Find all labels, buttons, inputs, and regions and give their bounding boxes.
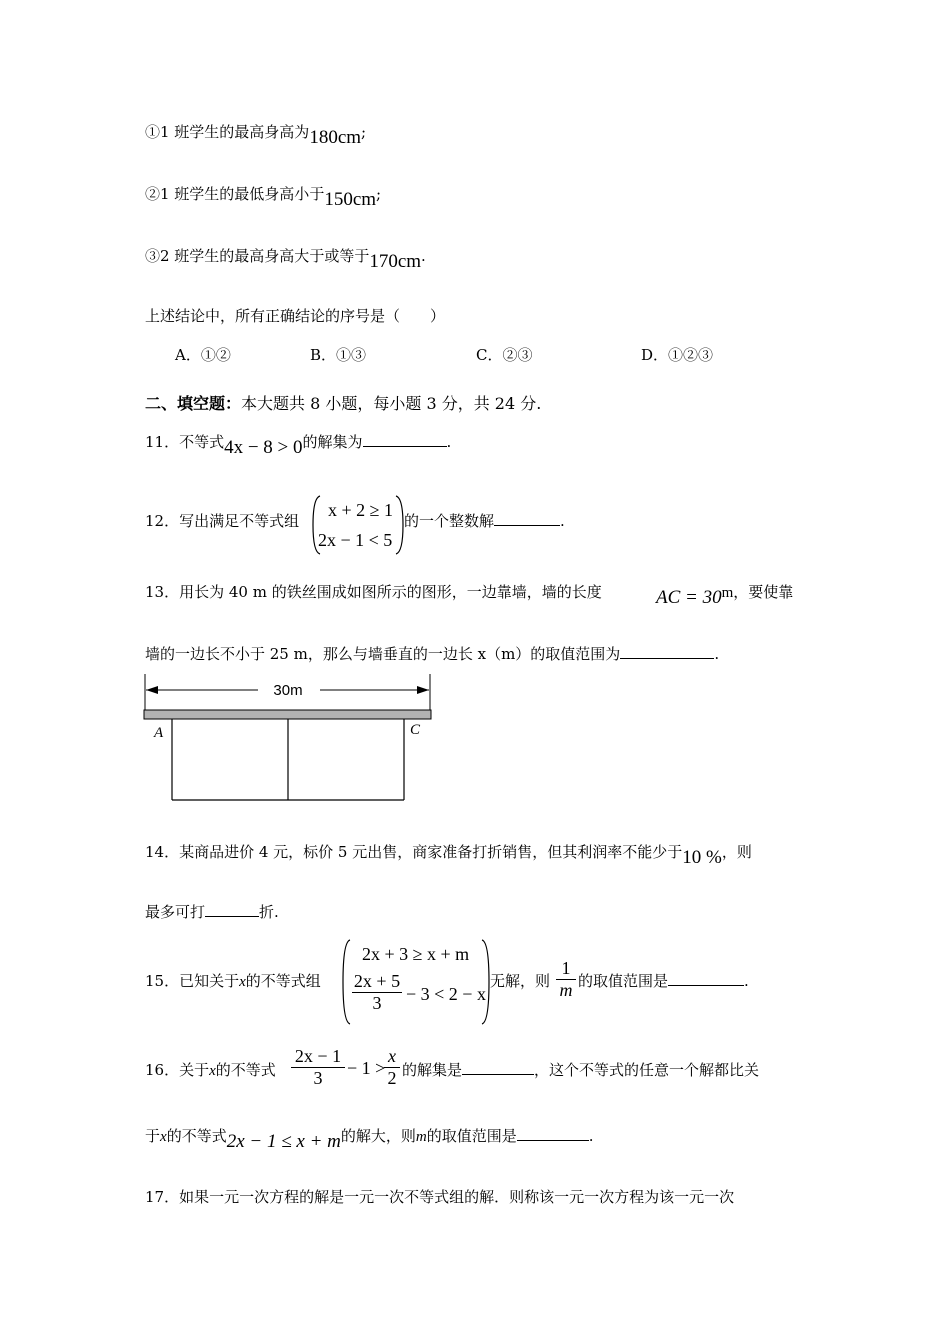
q15-brace-left [340, 938, 352, 1026]
answer-blank-16b[interactable] [517, 1126, 589, 1141]
statement-1-text: ①1 班学生的最高身高为 [145, 123, 310, 141]
q12-row-1: x + 2 ≥ 1 [328, 500, 394, 520]
q16-fraction-2: x 2 [384, 1046, 400, 1089]
q15-fraction: 1 m [556, 958, 576, 1001]
statement-2-text: ②1 班学生的最低身高小于 [145, 185, 325, 203]
statement-1: ①1 班学生的最高身高为180cm; [145, 123, 367, 148]
section-desc: 本大题共 8 小题，每小题 3 分，共 24 分. [241, 394, 542, 413]
statement-2: ②1 班学生的最低身高小于150cm; [145, 185, 382, 210]
question-prompt: 上述结论中，所有正确结论的序号是（ ） [145, 307, 446, 325]
option-c[interactable]: C．②③ [476, 346, 533, 364]
question-14-line-2: 最多可打 折. [145, 903, 279, 921]
statement-3-value: 170cm [369, 251, 422, 272]
q15-row-1: 2x + 3 ≥ x + m [362, 944, 470, 964]
answer-blank-12[interactable] [494, 511, 560, 526]
dimension-label: 30m [273, 682, 303, 699]
wall [144, 710, 431, 719]
answer-blank-15[interactable] [668, 971, 744, 986]
fence-diagram [140, 672, 440, 807]
q16-middle: − 1 > [347, 1058, 386, 1078]
q15-system [352, 944, 487, 1024]
question-16-line-1-tail: 的解集是 ，这个不等式的任意一个解都比关 [402, 1061, 760, 1079]
q15-row-2-fraction: 2x + 5 3 [353, 971, 401, 1013]
option-b[interactable]: B．①③ [310, 346, 367, 364]
question-16-line-2: 于x的不等式2x − 1 ≤ x + m的解大，则m的取值范围是 . [145, 1127, 594, 1152]
question-14-line-1: 14．某商品进价 4 元，标价 5 元出售，商家准备打折销售，但其利润率不能少于10 %，则 [145, 843, 752, 868]
arrow-left-icon [146, 686, 158, 694]
answer-blank-16a[interactable] [462, 1060, 534, 1075]
option-a[interactable]: A．①② [175, 346, 231, 364]
answer-blank-11[interactable] [363, 432, 447, 447]
label-c: C [410, 722, 421, 738]
question-17: 17．如果一元一次方程的解是一元一次不等式组的解．则称该一元一次方程为该一元一次 [145, 1188, 735, 1206]
answer-blank-13[interactable] [620, 644, 714, 659]
question-11: 11．不等式4x − 8 > 0的解集为 . [145, 433, 452, 458]
question-13-line-2: 墙的一边长不小于 25 m，那么与墙垂直的一边长 x（m）的取值范围为 . [145, 645, 720, 663]
q16-expression-2: 2x − 1 ≤ x + m [226, 1131, 341, 1152]
statement-3-text: ③2 班学生的最高身高大于或等于 [145, 247, 370, 265]
arrow-right-icon [417, 686, 429, 694]
question-15-tail-2: 的取值范围是 . [578, 972, 749, 990]
statement-2-value: 150cm [324, 189, 377, 210]
statement-3: ③2 班学生的最高身高大于或等于170cm. [145, 247, 426, 272]
section-heading [145, 394, 541, 414]
question-16-line-1-head: 16．关于x的不等式 [145, 1061, 276, 1079]
question-13-line-1: 13．用长为 40 m 的铁丝围成如图所示的图形，一边靠墙，墙的长度 [145, 583, 602, 601]
question-12: 12．写出满足不等式组 [145, 512, 300, 530]
question-13-expr: AC = 30m，要使靠 [656, 583, 794, 608]
q13-expression: AC = 30 [656, 587, 722, 608]
q14-percent: 10 % [682, 847, 722, 868]
question-15: 15．已知关于x的不等式组 [145, 972, 321, 990]
section-title: 二、填空题： [145, 394, 242, 413]
q15-row-2-rest: − 3 < 2 − x [406, 984, 486, 1004]
statement-1-value: 180cm [309, 127, 362, 148]
answer-blank-14[interactable] [205, 902, 259, 917]
option-d[interactable]: D．①②③ [641, 346, 714, 364]
q11-expression: 4x − 8 > 0 [224, 437, 303, 458]
question-12-tail: 的一个整数解 . [404, 512, 565, 530]
question-15-tail: 无解，则 [490, 972, 551, 990]
q12-row-2: 2x − 1 < 5 [318, 530, 393, 550]
q12-system [318, 500, 402, 556]
q16-fraction-1: 2x − 1 3 [291, 1046, 345, 1089]
label-a: A [154, 725, 164, 741]
